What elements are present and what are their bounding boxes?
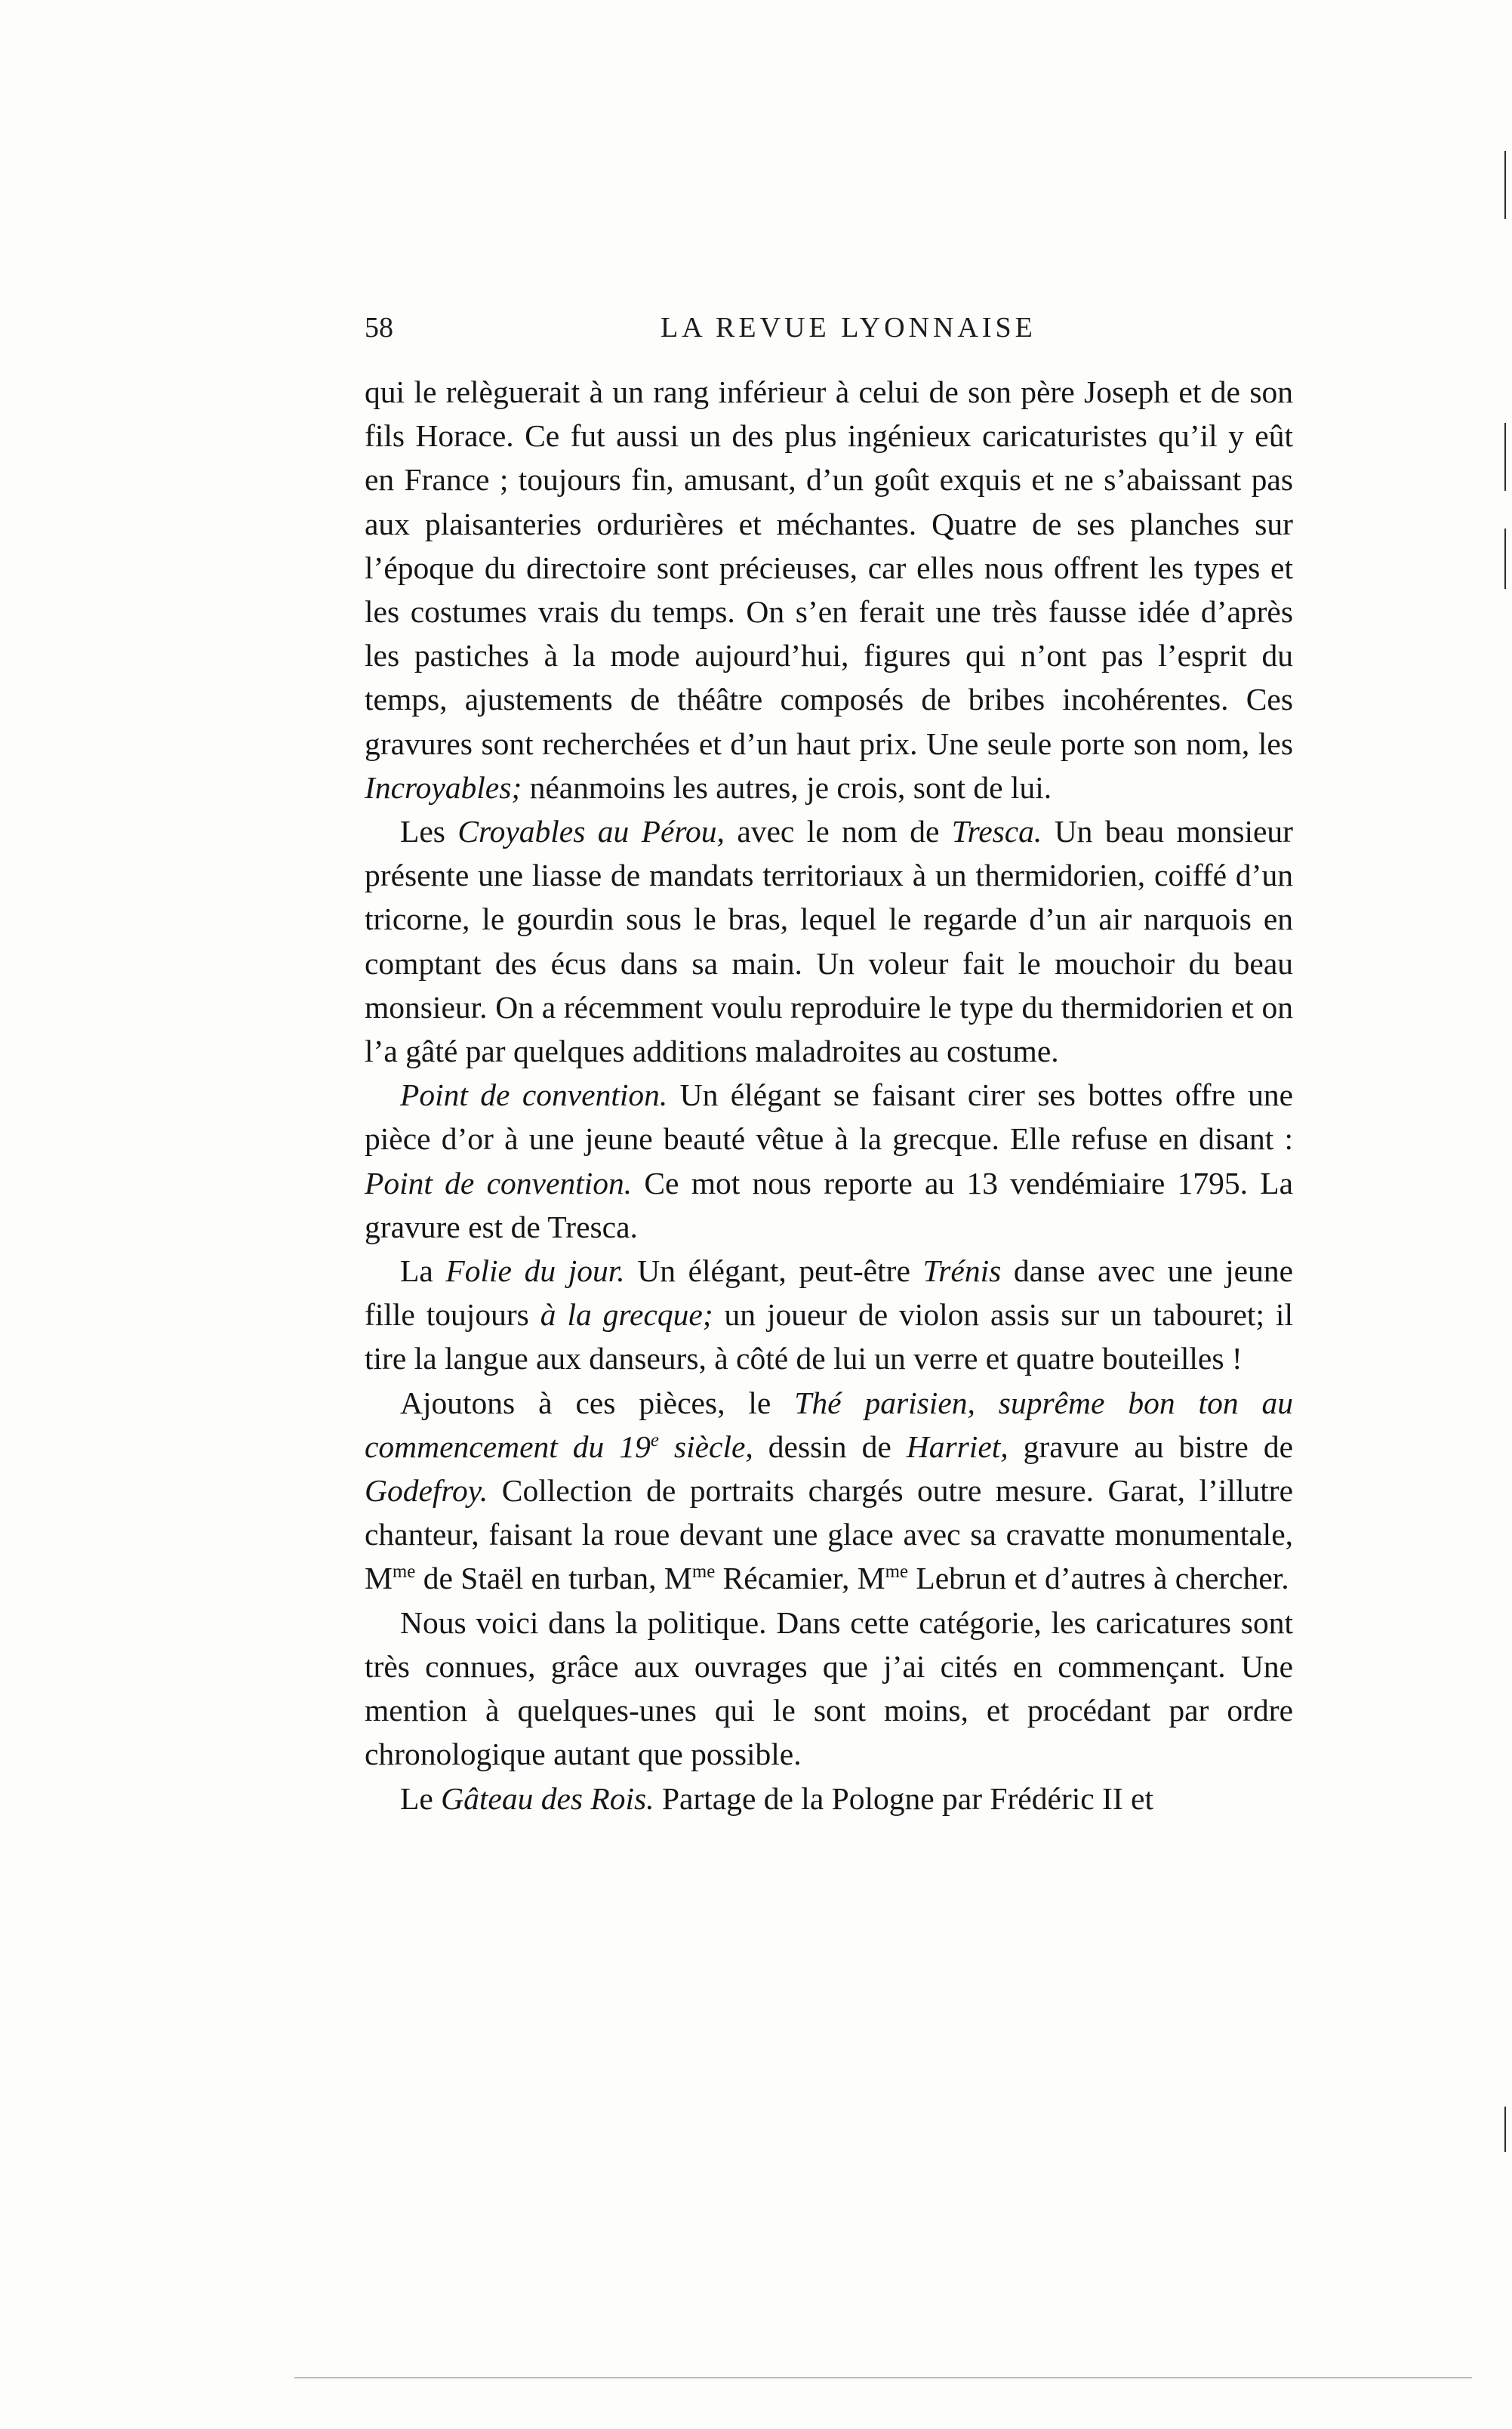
italic-quote: Point de convention. [365,1165,633,1201]
scan-edge-mark [1504,2107,1506,2152]
italic-title: Gâteau des Rois. [441,1780,654,1816]
page-number: 58 [365,312,393,344]
italic-title: Incroyables; [365,769,522,805]
page-header [365,311,1293,356]
italic-name: Tresca. [951,814,1042,849]
paragraph-2: Les Croyables au Pérou, avec le nom de Tresca. Un beau monsieur présente une liasse de mandats territoriaux à un thermidorien, coiffé d’un tricorne, le gourdin sous le bras, lequel le regarde d’un air narquois en comptant des écus dans sa main. Un voleur fait le mouchoir du beau monsieur. On a récemment voulu reproduire le type du thermidorien et on l’a gâté par quelques additions maladroites au costume. [365,814,1293,1069]
paragraph-4: La Folie du jour. Un élégant, peut-être Trénis danse avec une jeune fille toujours à la grecque; un joueur de violon assis sur un tabouret; il tire la langue aux danseurs, à côté de lui un verre et quatre bouteilles ! [365,1253,1293,1376]
body-text [365,370,1293,1820]
paragraph-5: Ajoutons à ces pièces, le Thé parisien, suprême bon ton au commencement du 19e siècle, dessin de Harriet, gravure au bistre de Godefroy. Collection de portraits chargés outre mesure. Garat, l’illutre chanteur, faisant la roue devant une glace avec sa cravatte monumentale, $M^{me}$ de Staël en turban, $M^{me}$ Récamier, $M^{me}$ Lebrun et d’autres à chercher. [365,1385,1293,1596]
scan-edge-mark [1504,423,1506,491]
italic-phrase: à la grecque; [540,1297,713,1333]
bottom-rule [294,2377,1472,2378]
paragraph-1: qui le relèguerait à un rang inférieur à celui de son père Joseph et de son fils Horace. Ce fut aussi un des plus ingénieux caricaturistes qu’il y eût en France ; toujours fin, amusant, d’un goût exquis et ne s’abaissant pas aux plaisanteries ordurières et méchantes. Quatre de ses planches sur l’époque du directoire sont précieuses, car elles nous offrent les types et les costumes vrais du temps. On s’en ferait une très fausse idée d’après les pastiches à la mode aujourd’hui, figures qui n’ont pas l’esprit du temps, ajustements de théâtre composés de bribes incohérentes. Ces gravures sont recherchées et d’un haut prix. Une seule porte son nom, les Incroyables; néanmoins les autres, je crois, sont de lui. [365,375,1293,805]
scan-edge-mark [1504,529,1506,589]
italic-title: Point de convention. [400,1077,668,1113]
italic-title: Thé parisien, suprême bon ton au commencement du 19e siècle, [365,1385,1293,1464]
italic-name: Harriet, [906,1429,1009,1464]
italic-name: Trénis [922,1253,1002,1289]
italic-name: Godefroy. [365,1473,488,1509]
italic-title: Croyables au Pérou, [457,814,725,849]
paragraph-7: Le Gâteau des Rois. Partage de la Pologne par Frédéric II et [400,1780,1153,1816]
scan-edge-mark [1504,151,1506,219]
paragraph-6: Nous voici dans la politique. Dans cette catégorie, les caricatures sont très connues, grâce aux ouvrages que j’ai cités en commençant. Une mention à quelques-unes qui le sont moins, et procédant par ordre chronologique autant que possible. [365,1604,1293,1772]
running-title: LA REVUE LYONNAISE [661,312,1036,344]
paragraph-3: Point de convention. Un élégant se faisant cirer ses bottes offre une pièce d’or à une jeune beauté vêtue à la grecque. Elle refuse en disant : Point de convention. Ce mot nous reporte au 13 vendémiaire 1795. La gravure est de Tresca. [365,1077,1293,1244]
italic-title: Folie du jour. [445,1253,625,1289]
